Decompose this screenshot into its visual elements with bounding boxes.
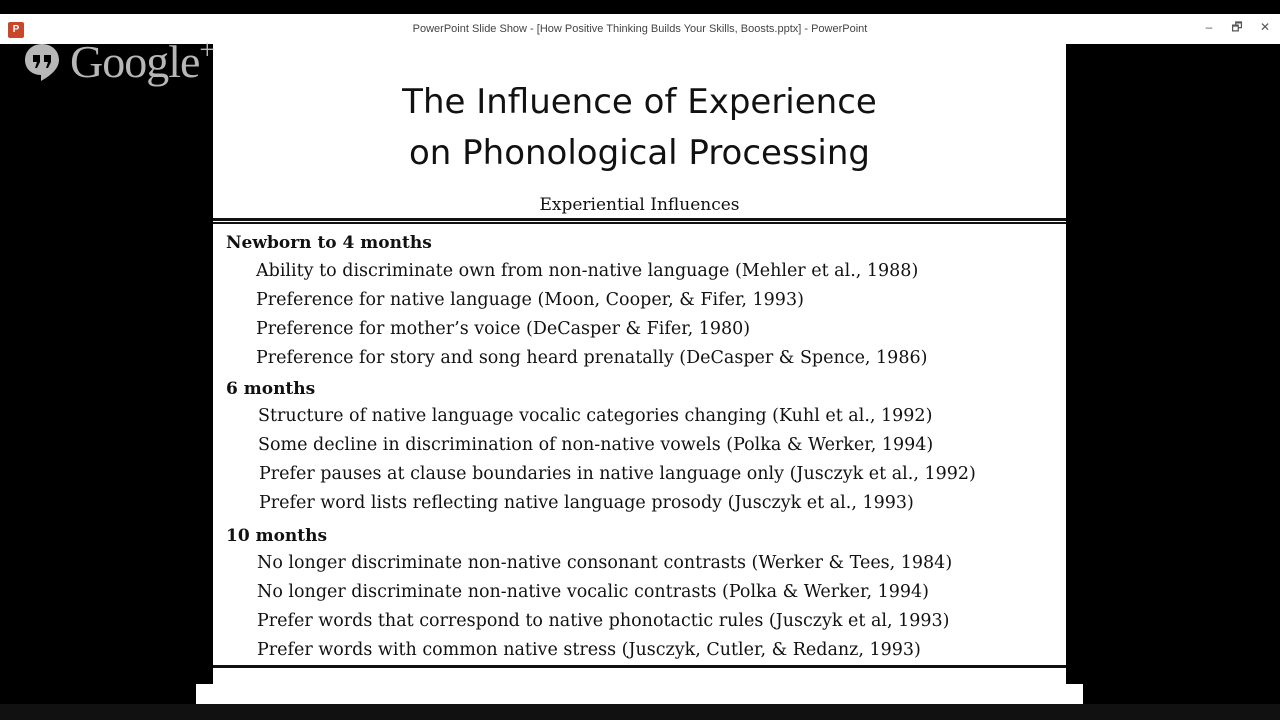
list-item: Preference for native language (Moon, Cooper, & Fifer, 1993) [256, 290, 804, 310]
bottom-bar [0, 704, 1280, 720]
google-plus-brand [70, 35, 214, 88]
list-item: Prefer word lists reflecting native language prosody (Jusczyk et al., 1993) [259, 493, 914, 513]
brand-plus: + [199, 35, 215, 66]
divider [213, 218, 1066, 221]
section-label: 10 months [226, 526, 328, 546]
list-item: Prefer words that correspond to native phonotactic rules (Jusczyk et al, 1993) [257, 611, 950, 631]
window-title: PowerPoint Slide Show - [How Positive Thinking Builds Your Skills, Boosts.pptx] - PowerPoint [412, 23, 868, 35]
list-item: Prefer words with common native stress (Jusczyk, Cutler, & Redanz, 1993) [257, 640, 921, 660]
google-plus-watermark [22, 35, 214, 88]
top-strip [0, 0, 1280, 14]
list-item: Some decline in discrimination of non-native vowels (Polka & Werker, 1994) [258, 435, 934, 455]
slide-title [213, 77, 1066, 179]
section-label: 6 months [226, 379, 316, 399]
minimize-button[interactable]: – [1205, 20, 1213, 34]
restore-button[interactable]: 🗗 [1231, 20, 1243, 34]
list-item: No longer discriminate non-native vocalic contrasts (Polka & Werker, 1994) [257, 582, 929, 602]
powerpoint-icon[interactable]: P [8, 22, 24, 38]
divider [213, 665, 1066, 668]
hangouts-icon [22, 42, 62, 82]
list-item: No longer discriminate non-native consonant contrasts (Werker & Tees, 1984) [257, 553, 953, 573]
section-label: Newborn to 4 months [226, 233, 432, 253]
slide-bottom-band [196, 684, 1083, 704]
brand-text: Google [70, 36, 200, 87]
list-item: Prefer pauses at clause boundaries in native language only (Jusczyk et al., 1992) [259, 464, 976, 484]
slide [213, 43, 1066, 684]
slide-title-line-2: on Phonological Processing [409, 133, 870, 173]
list-item: Preference for mother’s voice (DeCasper & Fifer, 1980) [256, 319, 751, 339]
divider [213, 222, 1066, 224]
scanned-table [213, 191, 1066, 681]
window-controls [1202, 20, 1272, 34]
close-button[interactable]: ✕ [1259, 20, 1271, 34]
table-heading: Experiential Influences [539, 195, 740, 215]
list-item: Structure of native language vocalic categories changing (Kuhl et al., 1992) [258, 406, 933, 426]
list-item: Preference for story and song heard prenatally (DeCasper & Spence, 1986) [256, 348, 928, 368]
slide-title-line-1: The Influence of Experience [402, 82, 877, 122]
list-item: Ability to discriminate own from non-native language (Mehler et al., 1988) [256, 261, 919, 281]
